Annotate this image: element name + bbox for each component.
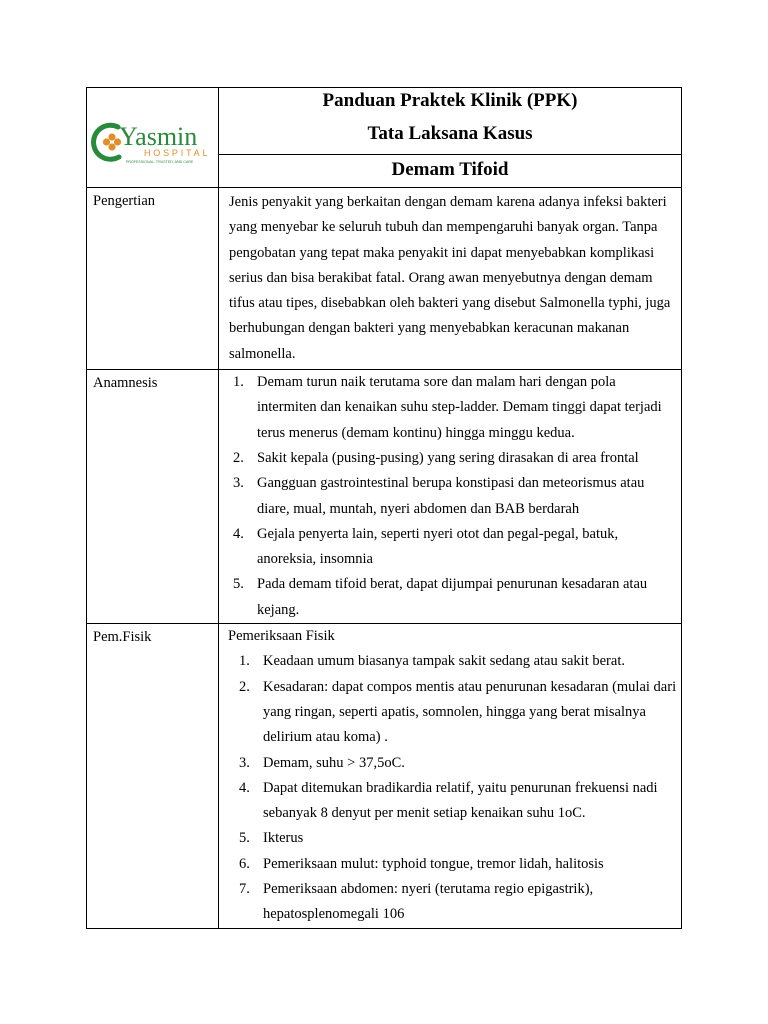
list-item: 2. Sakit kepala (pusing-pusing) yang sering dirasakan di area frontal xyxy=(233,449,639,466)
list-item: 4. Gejala penyerta lain, seperti nyeri otot dan pegal-pegal, batuk, anoreksia, insomnia xyxy=(233,525,619,568)
content-pengertian xyxy=(219,188,682,370)
list-item: 3. Gangguan gastrointestinal berupa konstipasi dan meteorismus atau diare, mual, muntah, nyeri abdomen dan BAB berdarah xyxy=(233,475,645,517)
list-item: 1. Keadaan umum biasanya tampak sakit sedang atau sakit berat. xyxy=(239,653,625,670)
title-line-1: Panduan Praktek Klinik (PPK) xyxy=(322,90,578,111)
list-item: 6. Pemeriksaan mulut: typhoid tongue, tremor lidah, halitosis xyxy=(239,855,604,872)
list-item: 3. Demam, suhu > 37,5oC. xyxy=(239,754,405,771)
content-anamnesis xyxy=(219,370,682,624)
label-pengertian: Pengertian xyxy=(87,188,219,370)
list-item: 5. Ikterus xyxy=(239,830,304,847)
list-item: 2. Kesadaran: dapat compos mentis atau penurunan kesadaran (mulai dari yang ringan, seperti apatis, somnolen, hingga yang berat misalnya delirium atau koma) . xyxy=(239,678,677,746)
title-line-2: Tata Laksana Kasus xyxy=(367,123,533,144)
pengertian-text: Jenis penyakit yang berkaitan dengan demam karena adanya infeksi bakteri yang menyebar ke seluruh tubuh dan mempengaruhi banyak organ. Tanpa pengobatan yang tepat maka penyakit ini dapat menyebabkan komplikasi serius dan bisa berakibat fatal. Orang awan menyebutnya dengan demam tifus atau tipes, disebabkan oleh bakteri yang disebut Salmonella typhi, juga berhubungan dengan bakteri yang menyebabkan keracunan makanan salmonella. xyxy=(229,194,671,362)
title-cell xyxy=(219,88,682,155)
list-item: 4. Dapat ditemukan bradikardia relatif, yaitu penurunan frekuensi nadi sebanyak 8 denyut per menit setiap kenaikan suhu 1oC. xyxy=(239,779,658,822)
logo-sub-text: HOSPITAL xyxy=(143,147,210,158)
yasmin-logo-mark xyxy=(88,105,218,171)
list-item: 7. Pemeriksaan abdomen: nyeri (terutama regio epigastrik), hepatosplenomegali 106 xyxy=(239,881,594,923)
content-pemfisik xyxy=(219,624,682,929)
list-item: 1. Demam turun naik terutama sore dan malam hari dengan pola intermiten dan kenaikan suhu step-ladder. Demam tinggi dapat terjadi terus menerus (demam kontinu) hingga minggu kedua. xyxy=(233,374,662,441)
pemfisik-heading: Pemeriksaan Fisik xyxy=(228,628,335,645)
row-pengertian xyxy=(87,188,682,370)
pemfisik-list xyxy=(227,649,677,927)
ppk-table xyxy=(86,87,682,929)
row-pemfisik xyxy=(87,624,682,929)
label-anamnesis: Anamnesis xyxy=(87,370,219,624)
logo-brand-text: Yasmin xyxy=(118,121,197,151)
list-item: 5. Pada demam tifoid berat, dapat dijumpai penurunan kesadaran atau kejang. xyxy=(233,576,648,618)
logo-cell xyxy=(87,88,219,188)
label-pemfisik: Pem.Fisik xyxy=(87,624,219,929)
yasmin-hospital-logo xyxy=(88,105,218,171)
subject-cell xyxy=(219,155,682,188)
logo-tagline-text: PROFESSIONAL, TRUSTED, AND CARE xyxy=(125,159,193,164)
anamnesis-list xyxy=(227,370,677,623)
row-anamnesis xyxy=(87,370,682,624)
title-line-3: Demam Tifoid xyxy=(391,159,509,180)
